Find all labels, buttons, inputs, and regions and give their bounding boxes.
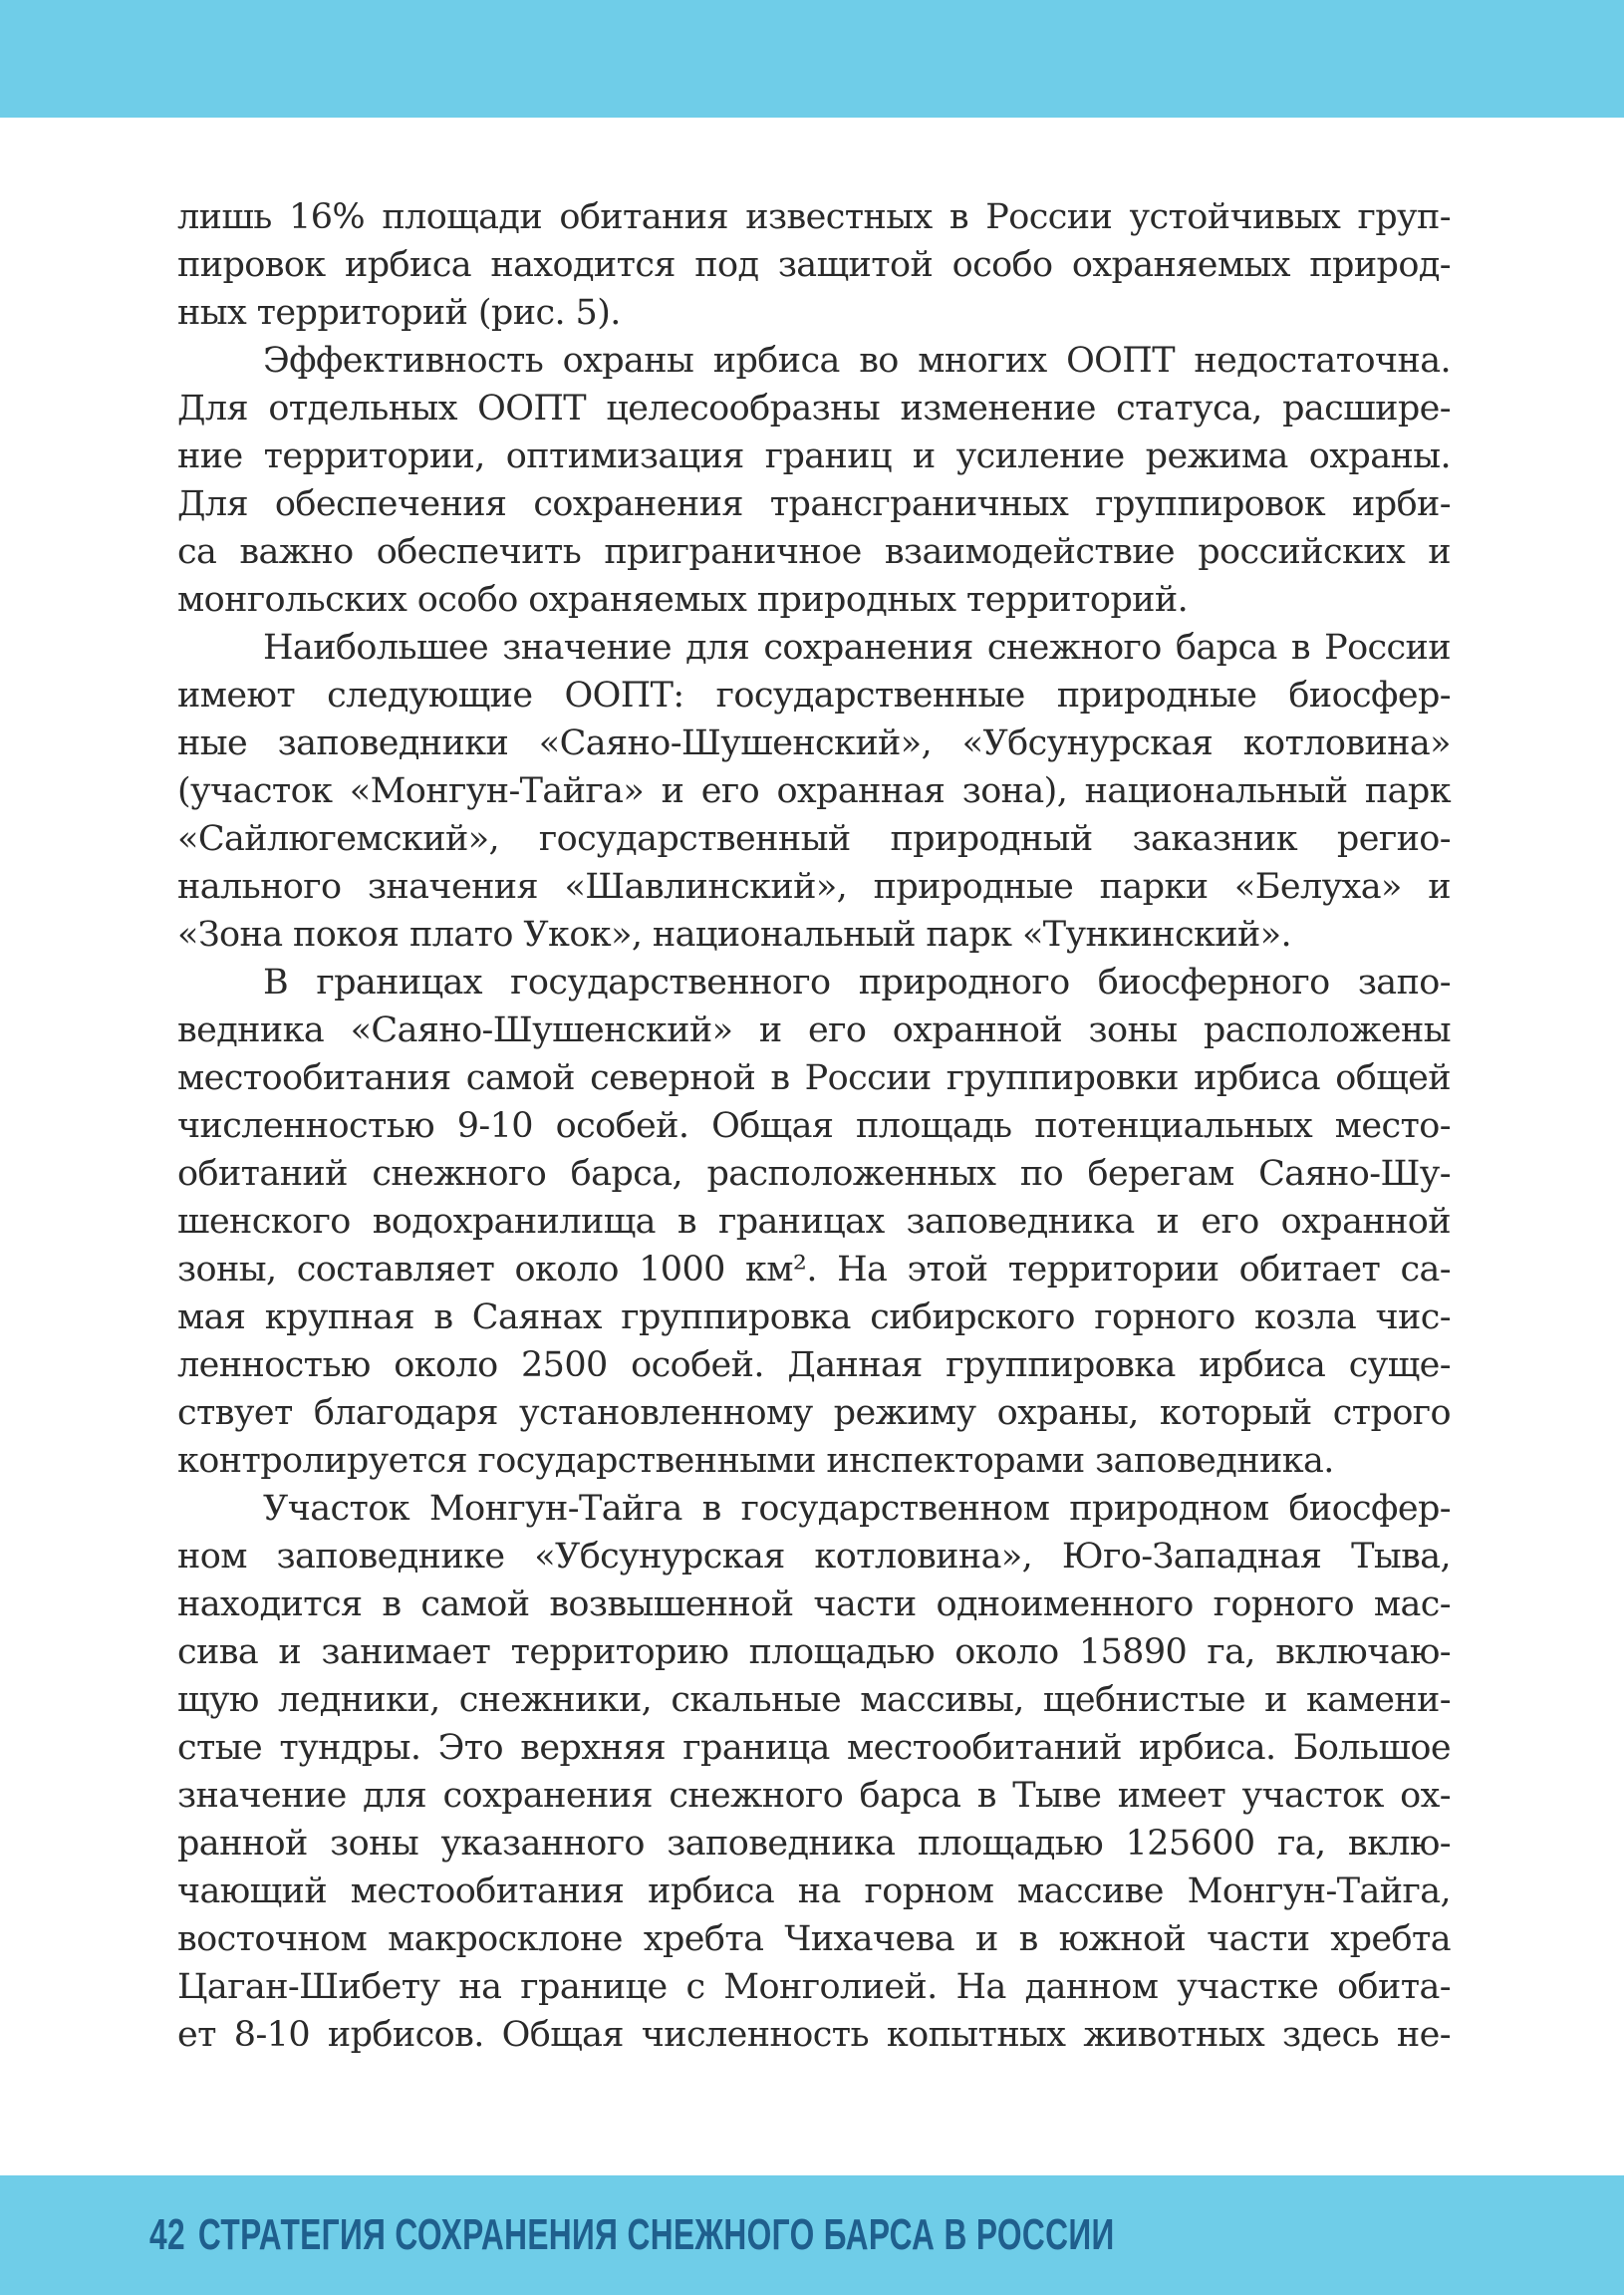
text-line: ные заповедники «Саяно-Шушенский», «Убсунурская котловина» xyxy=(177,723,1451,763)
book-title: СТРАТЕГИЯ СОХРАНЕНИЯ СНЕЖНОГО БАРСА В РОССИИ xyxy=(197,2210,1115,2259)
text-line: Для обеспечения сохранения трансграничных группировок ирби- xyxy=(177,484,1451,524)
body-text xyxy=(177,193,1451,2059)
text-line: ние территории, оптимизация границ и усиление режима охраны. xyxy=(177,436,1451,476)
text-line: В границах государственного природного биосферного запо- xyxy=(263,963,1451,1003)
text-line: численностью 9-10 особей. Общая площадь потенциальных место- xyxy=(177,1106,1451,1146)
text-line: чающий местообитания ирбиса на горном массиве Монгун-Тайга, xyxy=(177,1871,1451,1911)
text-line: монгольских особо охраняемых природных территорий. xyxy=(177,580,1189,620)
text-line: са важно обеспечить приграничное взаимодействие российских и xyxy=(177,532,1451,572)
text-line: ведника «Саяно-Шушенский» и его охранной зоны расположены xyxy=(177,1010,1451,1050)
text-line: мая крупная в Саянах группировка сибирского горного козла чис- xyxy=(177,1297,1451,1337)
text-line: «Зона покоя плато Укок», национальный парк «Тункинский». xyxy=(177,915,1292,955)
running-footer xyxy=(149,2200,1115,2270)
text-line: нального значения «Шавлинский», природные парки «Белуха» и xyxy=(177,867,1451,907)
text-line: ет 8-10 ирбисов. Общая численность копытных животных здесь не- xyxy=(177,2015,1451,2055)
text-line: Эффективность охраны ирбиса во многих ООПТ недостаточна. xyxy=(263,341,1451,381)
text-line: местообитания самой северной в России группировки ирбиса общей xyxy=(177,1058,1451,1098)
text-line: шенского водохранилища в границах заповедника и его охранной xyxy=(177,1202,1451,1242)
text-line: лишь 16% площади обитания известных в России устойчивых груп- xyxy=(177,197,1451,237)
text-line: щую ледники, снежники, скальные массивы, щебнистые и камени- xyxy=(177,1680,1451,1720)
text-line: (участок «Монгун-Тайга» и его охранная зона), национальный парк xyxy=(177,771,1451,811)
text-line: Наибольшее значение для сохранения снежного барса в России xyxy=(263,628,1451,668)
text-line: пировок ирбиса находится под защитой особо охраняемых природ- xyxy=(177,245,1451,285)
text-line: стые тундры. Это верхняя граница местообитаний ирбиса. Большое xyxy=(177,1728,1451,1768)
text-line: Цаган-Шибету на границе с Монголией. На данном участке обита- xyxy=(177,1967,1451,2007)
text-line: значение для сохранения снежного барса в Тыве имеет участок ох- xyxy=(177,1776,1451,1816)
text-line: обитаний снежного барса, расположенных по берегам Саяно-Шу- xyxy=(177,1154,1451,1194)
text-line: сива и занимает территорию площадью около 15890 га, включаю- xyxy=(177,1632,1451,1672)
text-line: зоны, составляет около 1000 км². На этой территории обитает са- xyxy=(177,1250,1451,1290)
text-line: имеют следующие ООПТ: государственные природные биосфер- xyxy=(177,676,1451,716)
text-line: ствует благодаря установленному режиму охраны, который строго xyxy=(177,1393,1451,1433)
text-line: ном заповеднике «Убсунурская котловина», Юго-Западная Тыва, xyxy=(177,1537,1451,1577)
page-number: 42 xyxy=(149,2210,185,2259)
text-line: ных территорий (рис. 5). xyxy=(177,293,621,333)
text-line: восточном макросклоне хребта Чихачева и в южной части хребта xyxy=(177,1919,1451,1959)
text-line: ленностью около 2500 особей. Данная группировка ирбиса суще- xyxy=(177,1345,1451,1385)
top-color-band xyxy=(0,0,1624,118)
text-line: контролируется государственными инспекторами заповедника. xyxy=(177,1441,1334,1481)
text-line: находится в самой возвышенной части одноименного горного мас- xyxy=(177,1584,1451,1624)
text-line: ранной зоны указанного заповедника площадью 125600 га, вклю- xyxy=(177,1824,1451,1864)
text-line: Для отдельных ООПТ целесообразны изменение статуса, расшире- xyxy=(177,389,1451,429)
text-line: Участок Монгун-Тайга в государственном природном биосфер- xyxy=(263,1489,1451,1529)
text-line: «Сайлюгемский», государственный природный заказник регио- xyxy=(177,819,1451,859)
